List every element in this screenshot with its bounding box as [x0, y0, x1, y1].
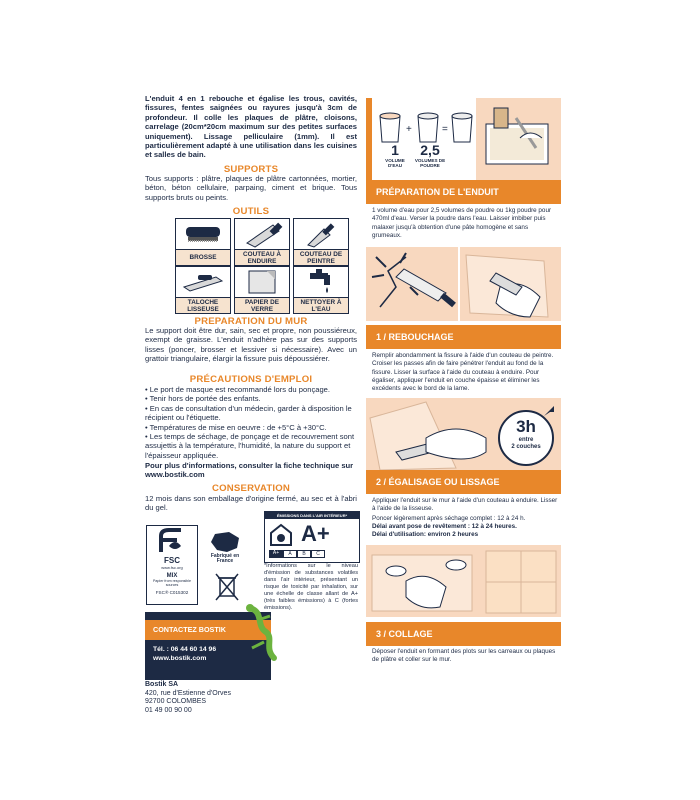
prep-enduit-header: PRÉPARATION DE L'ENDUIT: [366, 180, 561, 204]
preparation-mur-text: Le support doit être dur, sain, sec et propre, non poussiéreux, exempt de graisse. L'enduit n'adhère pas sur des supports lisses (poncer, brosser et lessiver si nécessaire). Avec un grattoir triangulaire, élargir la fissure puis dépoussiérer.: [145, 326, 357, 364]
tool-nettoyer: NETTOYER À L'EAU: [293, 266, 349, 314]
address-line: 92700 COLOMBES: [145, 698, 207, 706]
emissions-scale: A+ A B C: [269, 550, 325, 558]
water-tap-icon: [293, 266, 349, 297]
accent-bar: [366, 98, 372, 180]
fsc-logo: FSC www.fsc.org MIX Papier from responsible sources FSC® C015302: [146, 525, 198, 605]
collage-image: [366, 545, 561, 617]
precautions-list: [145, 385, 357, 460]
address-phone: 01 49 00 90 00: [145, 706, 192, 714]
tool-couteau-enduire: COUTEAU À ENDUIRE: [234, 218, 290, 266]
gecko-icon: [240, 604, 284, 664]
collage-header: 3 / COLLAGE: [366, 622, 561, 646]
putty-knife-icon: [234, 218, 290, 249]
address-line: 420, rue d'Estienne d'Orves: [145, 689, 231, 697]
rebouchage-text: Remplir abondamment la fissure à l'aide d'un couteau de peintre. Croiser les passes afin de faire pénétrer l'enduit au fond de la fissure. Lisser la surface à l'aide du couteau à enduire. Pour égaliser, appliquer l'enduit en couche épaisse et éliminer les excédents avec le bord de la lame.: [372, 352, 554, 393]
tool-taloche: TALOCHE LISSEUSE: [175, 266, 231, 314]
emissions-label: ÉMISSIONS DANS L'AIR INTÉRIEUR* A+ A+ A B C: [264, 511, 360, 563]
precaution-item: • Tenir hors de portée des enfants.: [145, 394, 261, 404]
egalisage-text: Appliquer l'enduit sur le mur à l'aide d'un couteau à enduire. Lisser à l'aide de la lisseuse. Poncer légèrement après séchage complet : 12 à 24 h. Délai avant pose de revêtement : 12 à 24 heures. Délai d'utilisation: environ 2 heures: [372, 497, 558, 539]
contact-title: CONTACTEZ BOSTIK: [145, 620, 271, 640]
precaution-item: • Températures de mise en oeuvre : de +5°C à +30°C.: [145, 422, 327, 432]
tool-papier-verre: PAPIER DE VERRE: [234, 266, 290, 314]
arrow-icon: [542, 404, 556, 418]
contact-website[interactable]: www.bostik.com: [153, 655, 207, 662]
outils-heading: OUTILS: [232, 206, 270, 217]
supports-text: Tous supports : plâtre, plaques de plâtre cartonnées, mortier, béton, béton cellulaire, parpaing, ciment et brique. Tous supports bruts ou peints.: [145, 174, 357, 202]
mix-illustration: + = 1 VOLUME D'EAU 2,5 VOLUMES DE POUDRE: [378, 98, 476, 182]
tool-brosse: BROSSE: [175, 218, 231, 266]
rebouchage-header: 1 / REBOUCHAGE: [366, 325, 561, 349]
precaution-item: • Le port de masque est recommandé lors du ponçage.: [145, 385, 331, 394]
painter-knife-icon: [293, 218, 349, 249]
svg-text:+: +: [406, 124, 412, 135]
precautions-heading: PRÉCAUTIONS D'EMPLOI: [189, 374, 313, 385]
rebouchage-image-2: [460, 247, 561, 321]
contact-phone[interactable]: Tél. : 06 44 60 14 96: [153, 646, 217, 653]
precaution-item: • Les temps de séchage, de ponçage et de recouvrement sont assujettis à la température, l'humidité, la nature du support et l'épaisseur appliquée.: [145, 432, 355, 460]
float-trowel-icon: [175, 266, 231, 297]
company-name: Bostik SA: [145, 681, 179, 688]
supports-heading: SUPPORTS: [223, 164, 279, 175]
conservation-heading: CONSERVATION: [211, 483, 291, 494]
conservation-text: 12 mois dans son emballage d'origine fermé, au sec et à l'abri du gel.: [145, 494, 357, 513]
recycle-bin-icon: [214, 572, 240, 602]
preparation-mur-heading: PREPARATION DU MUR: [194, 316, 308, 327]
collage-text: Déposer l'enduit en formant des plots sur les carreaux ou plaques de plâtre et coller sur le mur.: [372, 648, 556, 664]
france-map-icon: Fabriqué en France: [205, 530, 245, 566]
brush-icon: [175, 218, 231, 249]
emissions-note: *Informations sur le niveau d'émission de substances volatiles dans l'air intérieur, présentant un risque de toxicité par inhalation, sur une échelle de classe allant de A+ (très faibles émissions) à C (fortes émissions).: [264, 563, 358, 611]
intro-text: L'enduit 4 en 1 rebouche et égalise les trous, cavités, fissures, fentes saignées ou rayures jusqu'à 3cm de profondeur. Il colle les plaques de plâtre, cloisons, carrelage (20cm*20cm maximum sur des petites surfaces uniquement). Lissage pelliculaire (1mm). Il est particulièrement adapté à une utilisation dans les cuisines et salles de bain.: [145, 94, 357, 160]
house-icon: [269, 523, 293, 547]
precaution-item: • En cas de consultation d'un médecin, garder à disposition le récipient ou l'étiquette.: [145, 403, 352, 423]
sandpaper-icon: [234, 266, 290, 297]
rebouchage-image-1: [366, 247, 458, 321]
svg-text:=: =: [442, 124, 448, 135]
prep-enduit-text: 1 volume d'eau pour 2,5 volumes de poudre ou 1kg poudre pour 470ml d'eau. Verser la poudre dans l'eau. Laisser imbiber puis malaxer jusqu'à obtention d'une pâte homogène et sans grumeaux.: [372, 207, 552, 239]
tool-couteau-peintre: COUTEAU DE PEINTRE: [293, 218, 349, 266]
egalisage-header: 2 / ÉGALISAGE OU LISSAGE: [366, 470, 561, 494]
drying-time-badge: 3h entre 2 couches: [498, 410, 554, 466]
bucket-mixing-image: [476, 98, 561, 182]
more-info-text: Pour plus d'informations, consulter la fiche technique sur www.bostik.com: [145, 461, 354, 480]
address-block: [145, 681, 305, 715]
